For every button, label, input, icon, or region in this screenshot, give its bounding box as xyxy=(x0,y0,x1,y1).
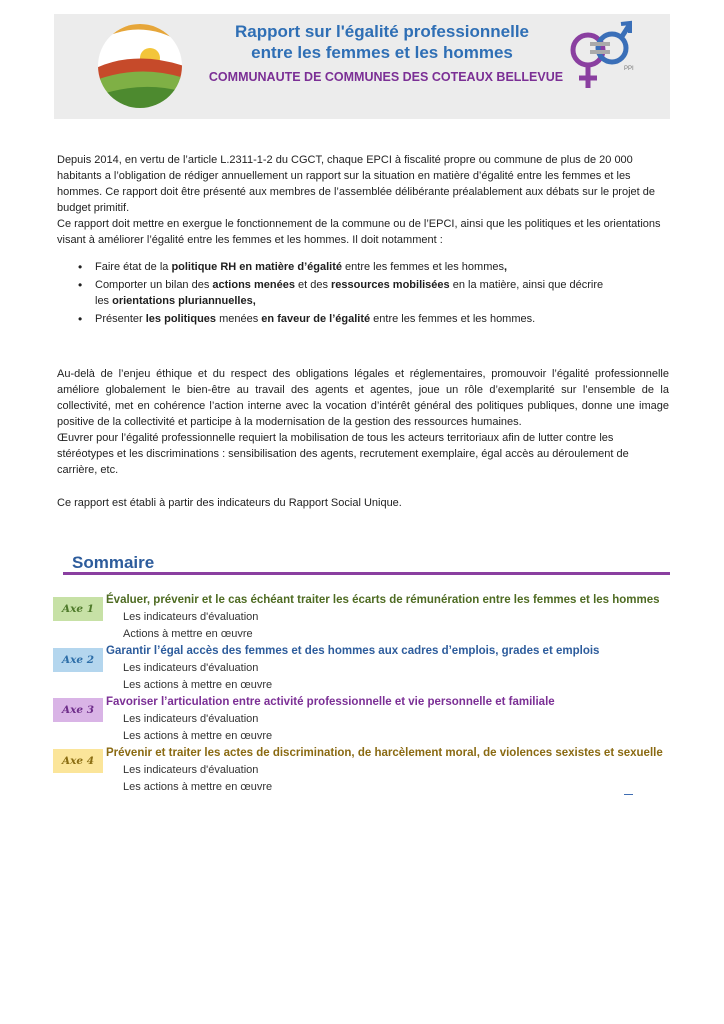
paragraph-line: améliore globalement le bien-être au travail des agents et agentes, joue un rôle d’exemplarité sur l’ensemble de la xyxy=(57,384,669,396)
axe-1-badge: Axe 1 xyxy=(53,597,103,621)
list-item: • Comporter un bilan des actions menées et des ressources mobilisées en la matière, ainsi que décrire les orientations pluriannuelles, xyxy=(78,277,668,309)
paragraph-line: stéréotypes et les discriminations : sensibilisation des agents, recrutement exemplaire, égal accès au déroulement de xyxy=(57,448,629,460)
ppi-mark: PPI xyxy=(624,66,634,72)
list-item: • Présenter les politiques menées en faveur de l’égalité entre les femmes et les hommes. xyxy=(78,311,668,327)
report-header xyxy=(54,14,670,119)
axe-2-indicators-link[interactable]: Les indicateurs d'évaluation xyxy=(123,662,259,674)
intro-line: Ce rapport doit mettre en exergue le fonctionnement de la commune ou de l’EPCI, ainsi que les politiques et les orientations xyxy=(57,218,661,230)
axe-3-badge: Axe 3 xyxy=(53,698,103,722)
list-item: • Faire état de la politique RH en matière d’égalité entre les femmes et les hommes, xyxy=(78,259,668,275)
intro-line: Depuis 2014, en vertu de l’article L.2311-1-2 du CGCT, chaque EPCI à fiscalité propre ou commune de plus de 20 000 xyxy=(57,154,633,166)
paragraph-line: collectivité, met en cohérence l’action interne avec la vocation d’intérêt général des politiques publiques, donne une image xyxy=(57,400,669,412)
axe-3-actions-link[interactable]: Les actions à mettre en œuvre xyxy=(123,730,273,742)
paragraph-line: Au-delà de l’enjeu éthique et du respect des obligations légales et réglementaires, promouvoir l’égalité professionnelle xyxy=(57,368,669,380)
axe-4-badge: Axe 4 xyxy=(53,749,103,773)
intro-line: budget primitif. xyxy=(57,202,130,214)
report-title-line-1: Rapport sur l'égalité professionnelle xyxy=(234,22,530,41)
paragraph-line: positive de la collectivité et participe à la modernisation de la gestion des ressources humaines. xyxy=(57,416,522,428)
obligations-list xyxy=(78,259,668,329)
sommaire-divider xyxy=(63,572,670,575)
axe-3-indicators-link[interactable]: Les indicateurs d'évaluation xyxy=(123,713,259,725)
decorative-dash xyxy=(624,794,633,795)
organization-name: COMMUNAUTE DE COMMUNES DES COTEAUX BELLEVUE xyxy=(208,70,564,84)
axe-1-title-link[interactable]: Évaluer, prévenir et le cas échéant traiter les écarts de rémunération entre les femmes et les hommes xyxy=(106,594,660,606)
intro-paragraph xyxy=(57,152,669,248)
intro-line: visant à améliorer l’égalité entre les femmes et les hommes. Il doit notamment : xyxy=(57,234,443,246)
context-paragraph xyxy=(57,366,669,478)
axe-1-actions-link[interactable]: Actions à mettre en œuvre xyxy=(123,628,253,640)
intro-line: hommes. Ce rapport doit être présenté aux membres de l’assemblée délibérante préalablement aux débats sur le projet de xyxy=(57,186,655,198)
paragraph-line: Œuvrer pour l’égalité professionnelle requiert la mobilisation de tous les acteurs territoriaux afin de lutter contre les xyxy=(57,432,614,444)
report-title-line-2: entre les femmes et les hommes xyxy=(251,43,513,62)
axe-1-indicators-link[interactable]: Les indicateurs d'évaluation xyxy=(123,611,259,623)
sommaire-title: Sommaire xyxy=(72,553,155,572)
axe-3-title-link[interactable]: Favoriser l’articulation entre activité professionnelle et vie personnelle et familiale xyxy=(106,696,555,708)
axe-2-badge: Axe 2 xyxy=(53,648,103,672)
axe-2-actions-link[interactable]: Les actions à mettre en œuvre xyxy=(123,679,273,691)
axe-2-title-link[interactable]: Garantir l’égal accès des femmes et des hommes aux cadres d’emplois, grades et emplois xyxy=(106,645,600,657)
axe-4-actions-link[interactable]: Les actions à mettre en œuvre xyxy=(123,781,273,793)
axe-4-indicators-link[interactable]: Les indicateurs d'évaluation xyxy=(123,764,259,776)
intro-line: habitants a l’obligation de rédiger annuellement un rapport sur la situation en matière d’égalité entre les femmes et les xyxy=(57,170,631,182)
paragraph-line: carrière, etc. xyxy=(57,464,119,476)
source-paragraph: Ce rapport est établi à partir des indicateurs du Rapport Social Unique. xyxy=(57,497,402,509)
axe-4-title-link[interactable]: Prévenir et traiter les actes de discrimination, de harcèlement moral, de violences sexistes et sexuelle xyxy=(106,747,663,759)
landscape-sun-logo-icon xyxy=(96,22,184,110)
gender-equality-symbol-icon xyxy=(566,18,634,92)
